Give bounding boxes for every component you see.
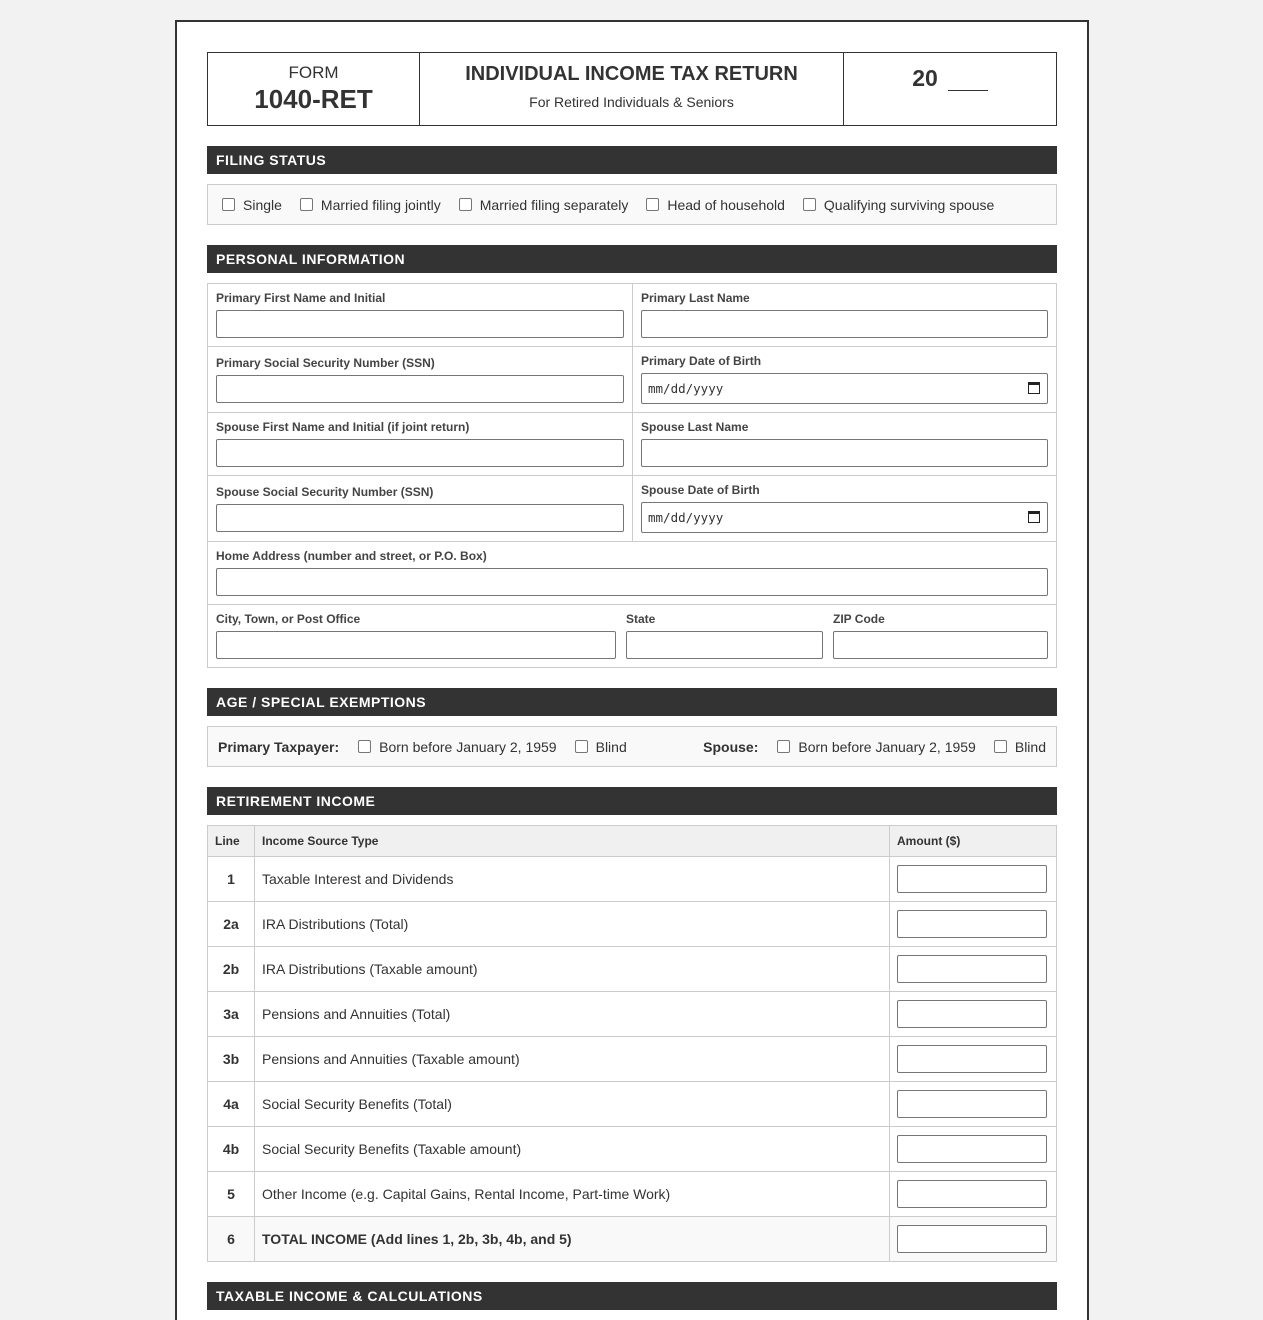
amount-cell [890,1172,1057,1217]
primary-first-name-input[interactable] [216,310,624,338]
amount-input[interactable] [897,1090,1047,1118]
line-number: 5 [208,1172,255,1217]
form-title-block [420,53,844,125]
field-primary-last [632,284,1056,346]
form-number: 1040-RET [254,84,373,114]
field-label: Primary Social Security Number (SSN) [216,356,435,370]
table-row [208,857,1057,902]
field-spouse-ssn [208,476,632,541]
section-taxable-income: TAXABLE INCOME & CALCULATIONS [207,1282,1057,1310]
form-label: FORM [288,63,339,82]
spouse-born-before[interactable] [777,739,975,755]
field-label: Primary Date of Birth [641,354,762,368]
zip-code-input[interactable] [833,631,1048,659]
table-row [208,1127,1057,1172]
spouse-ssn-input[interactable] [216,504,624,532]
total-income-row [208,1217,1057,1262]
form-subtitle: For Retired Individuals & Seniors [529,94,734,110]
checkbox[interactable] [777,740,790,753]
line-number: 6 [208,1217,255,1262]
checkbox[interactable] [300,198,313,211]
option-label: Born before January 2, 1959 [798,738,976,755]
income-description: Pensions and Annuities (Total) [255,992,890,1037]
section-personal-information: PERSONAL INFORMATION [207,245,1057,273]
primary-dob-input[interactable] [641,373,1048,404]
field-label: Spouse First Name and Initial (if joint return) [216,420,470,434]
section-filing-status: FILING STATUS [207,146,1057,174]
line-number: 3b [208,1037,255,1082]
table-row [208,947,1057,992]
spouse-dob-input[interactable] [641,502,1048,533]
field-label: City, Town, or Post Office [216,612,361,626]
income-description: IRA Distributions (Total) [255,902,890,947]
filing-status-married-jointly[interactable] [300,197,441,213]
field-spouse-last [632,413,1056,475]
amount-input[interactable] [897,1045,1047,1073]
field-zip [831,605,1056,667]
state-input[interactable] [626,631,823,659]
section-age-exemptions: AGE / SPECIAL EXEMPTIONS [207,688,1057,716]
line-number: 3a [208,992,255,1037]
income-description: Taxable Interest and Dividends [255,857,890,902]
col-income-type: Income Source Type [255,826,890,857]
line-number: 4a [208,1082,255,1127]
filing-status-options [207,184,1057,225]
option-label: Blind [595,738,627,755]
calendar-icon[interactable] [1028,382,1040,394]
spouse-exemptions [703,739,1046,755]
section-retirement-income: RETIREMENT INCOME [207,787,1057,815]
amount-input[interactable] [897,1000,1047,1028]
table-row [208,1172,1057,1217]
primary-taxpayer-label: Primary Taxpayer: [218,738,340,755]
form-title: INDIVIDUAL INCOME TAX RETURN [465,63,798,85]
option-label: Blind [1014,738,1046,755]
age-exemptions-options [207,726,1057,767]
field-label: Home Address (number and street, or P.O. Box) [216,549,487,563]
checkbox[interactable] [994,740,1007,753]
income-description: IRA Distributions (Taxable amount) [255,947,890,992]
amount-cell [890,992,1057,1037]
amount-cell [890,1217,1057,1262]
amount-cell [890,857,1057,902]
tax-year-blank [948,90,988,91]
form-id-block [208,53,420,125]
table-row [208,1037,1057,1082]
primary-last-name-input[interactable] [641,310,1048,338]
field-label: Spouse Date of Birth [641,483,760,497]
amount-input[interactable] [897,1180,1047,1208]
amount-input[interactable] [897,955,1047,983]
amount-cell [890,1082,1057,1127]
checkbox[interactable] [803,198,816,211]
income-description: Social Security Benefits (Taxable amount) [255,1127,890,1172]
field-state [624,605,831,667]
col-amount: Amount ($) [890,826,1057,857]
option-label: Qualifying surviving spouse [823,196,995,213]
amount-cell [890,1127,1057,1172]
form-page [175,20,1089,1320]
option-label: Married filing separately [479,196,629,213]
checkbox[interactable] [646,198,659,211]
field-spouse-first [208,413,632,475]
filing-status-married-separately[interactable] [459,197,629,213]
total-income-input[interactable] [897,1225,1047,1253]
table-row [208,902,1057,947]
field-spouse-dob [632,476,1056,541]
table-row [208,992,1057,1037]
tax-year-block [844,53,1056,125]
amount-input[interactable] [897,910,1047,938]
option-label: Born before January 2, 1959 [379,738,557,755]
income-description: Social Security Benefits (Total) [255,1082,890,1127]
field-address [208,542,1056,604]
retirement-income-table [207,825,1057,1262]
line-number: 4b [208,1127,255,1172]
form-content [207,52,1057,1310]
checkbox[interactable] [222,198,235,211]
line-number: 2a [208,902,255,947]
income-description: TOTAL INCOME (Add lines 1, 2b, 3b, 4b, and 5) [255,1217,890,1262]
field-label: Spouse Social Security Number (SSN) [216,485,434,499]
col-line: Line [208,826,255,857]
personal-info-grid [207,283,1057,668]
checkbox[interactable] [459,198,472,211]
line-number: 2b [208,947,255,992]
amount-cell [890,947,1057,992]
tax-year-prefix: 20 [912,65,938,91]
income-description: Pensions and Annuities (Taxable amount) [255,1037,890,1082]
checkbox[interactable] [358,740,371,753]
amount-input[interactable] [897,1135,1047,1163]
personal-row [208,605,1056,667]
spouse-label: Spouse: [703,738,759,755]
amount-cell [890,1037,1057,1082]
field-primary-first [208,284,632,346]
primary-born-before[interactable] [358,739,556,755]
date-placeholder: mm/dd/yyyy [648,381,724,396]
field-label: State [626,612,656,626]
option-label: Head of household [667,196,785,213]
option-label: Single [243,196,282,213]
primary-ssn-input[interactable] [216,375,624,403]
amount-cell [890,902,1057,947]
table-header-row [208,826,1057,857]
primary-exemptions [218,739,627,755]
filing-status-single[interactable] [222,197,282,213]
form-header [207,52,1057,126]
option-label: Married filing jointly [320,196,441,213]
field-label: ZIP Code [833,612,885,626]
line-number: 1 [208,857,255,902]
home-address-input[interactable] [216,568,1048,596]
personal-row [208,347,1056,413]
personal-row [208,413,1056,476]
calendar-icon[interactable] [1028,511,1040,523]
personal-row [208,476,1056,542]
filing-status-qualifying-spouse[interactable] [803,197,994,213]
field-label: Primary Last Name [641,291,750,305]
field-primary-dob [632,347,1056,412]
spouse-blind[interactable] [994,739,1046,755]
income-description: Other Income (e.g. Capital Gains, Rental Income, Part-time Work) [255,1172,890,1217]
personal-row [208,542,1056,605]
field-label: Spouse Last Name [641,420,749,434]
primary-blind[interactable] [575,739,627,755]
spouse-first-name-input[interactable] [216,439,624,467]
field-label: Primary First Name and Initial [216,291,386,305]
filing-status-head-of-household[interactable] [646,197,785,213]
field-city [208,605,624,667]
amount-input[interactable] [897,865,1047,893]
date-placeholder: mm/dd/yyyy [648,510,724,525]
spouse-last-name-input[interactable] [641,439,1048,467]
personal-row [208,284,1056,347]
checkbox[interactable] [575,740,588,753]
table-row [208,1082,1057,1127]
city-input[interactable] [216,631,616,659]
field-primary-ssn [208,347,632,412]
